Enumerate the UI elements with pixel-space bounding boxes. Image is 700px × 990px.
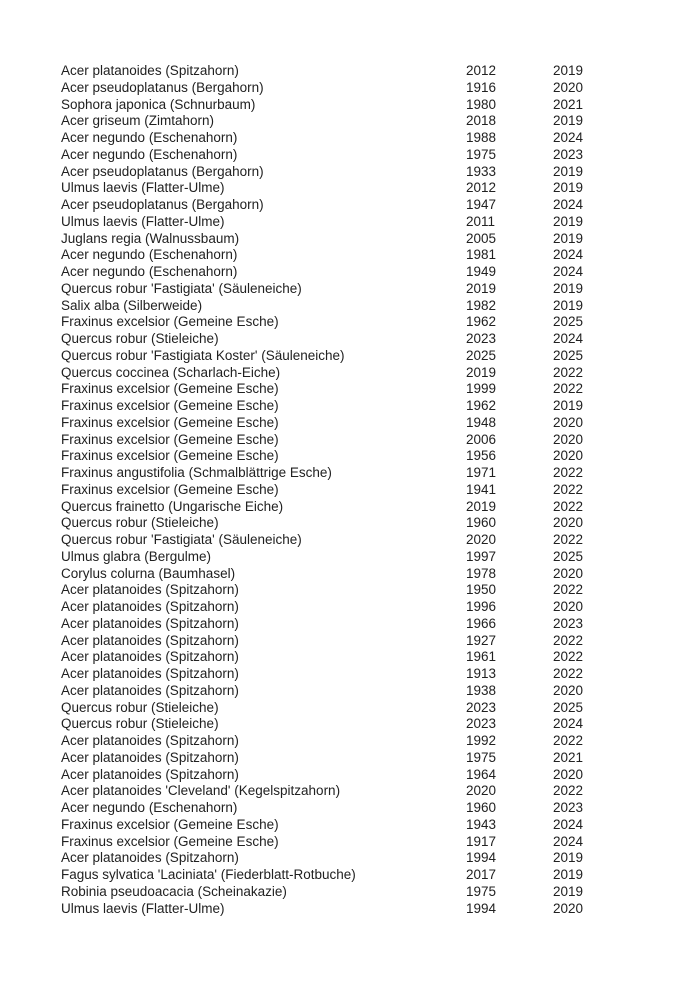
table-row [61,649,621,666]
table-row [61,532,621,549]
species-name-cell: Acer platanoides (Spitzahorn) [61,599,239,614]
species-name-cell: Acer negundo (Eschenahorn) [61,264,238,279]
year-a-cell: 1982 [466,297,497,313]
table-row [61,901,621,918]
year-b-cell: 2024 [553,816,584,832]
year-a-cell: 2019 [466,498,497,514]
table-row [61,415,621,432]
table-row [61,80,621,97]
year-b-cell: 2024 [553,833,584,849]
table-row [61,716,621,733]
year-a-cell: 2005 [466,230,497,246]
table-row [61,666,621,683]
year-b-cell: 2021 [553,749,584,765]
species-name-cell: Quercus frainetto (Ungarische Eiche) [61,498,284,514]
species-name-cell: Acer pseudoplatanus (Bergahorn) [61,79,264,95]
year-a-cell: 1956 [466,448,497,464]
year-b-cell: 2022 [553,649,584,665]
species-name-cell: Quercus robur (Stieleiche) [61,716,219,732]
table-row [61,633,621,650]
species-name-cell: Salix alba (Silberweide) [61,297,203,313]
table-row [61,214,621,231]
table-row [61,197,621,214]
table-row [61,783,621,800]
year-a-cell: 1948 [466,414,497,430]
year-a-cell: 1975 [466,883,497,899]
year-b-cell: 2022 [553,498,584,514]
year-a-cell: 2012 [466,180,497,196]
species-name-cell: Acer negundo (Eschenahorn) [61,800,238,815]
species-name-cell: Acer pseudoplatanus (Bergahorn) [61,163,264,179]
year-a-cell: 1943 [466,816,497,832]
species-name-cell: Fraxinus excelsior (Gemeine Esche) [61,481,279,497]
species-name-cell: Quercus robur (Stieleiche) [61,515,219,531]
year-b-cell: 2022 [553,666,584,681]
species-name-cell: Acer platanoides (Spitzahorn) [61,766,239,782]
table-row [61,348,621,365]
species-name-cell: Acer platanoides (Spitzahorn) [61,749,239,765]
species-name-cell: Quercus robur 'Fastigiata' (Säuleneiche) [61,280,302,296]
year-b-cell: 2019 [553,163,584,179]
year-b-cell: 2025 [553,347,584,363]
year-a-cell: 2012 [466,63,497,78]
year-a-cell: 2025 [466,347,497,363]
species-name-cell: Fraxinus excelsior (Gemeine Esche) [61,431,279,447]
year-a-cell: 1927 [466,632,497,648]
year-b-cell: 2022 [553,381,584,397]
species-name-cell: Fraxinus excelsior (Gemeine Esche) [61,398,279,413]
year-a-cell: 1949 [466,264,497,279]
species-name-cell: Acer pseudoplatanus (Bergahorn) [61,197,264,212]
table-row [61,566,621,583]
year-a-cell: 2011 [466,213,496,229]
species-name-cell: Ulmus laevis (Flatter-Ulme) [61,180,225,196]
table-row [61,147,621,164]
year-b-cell: 2019 [553,867,584,882]
species-name-cell: Acer griseum (Zimtahorn) [61,113,215,129]
year-a-cell: 1913 [466,666,497,681]
year-b-cell: 2020 [553,431,584,447]
species-name-cell: Juglans regia (Walnussbaum) [61,230,240,246]
year-b-cell: 2020 [553,448,584,464]
table-row [61,113,621,130]
year-a-cell: 1966 [466,615,497,631]
species-name-cell: Quercus robur 'Fastigiata' (Säuleneiche) [61,532,302,547]
year-a-cell: 1994 [466,900,497,916]
species-name-cell: Acer platanoides (Spitzahorn) [61,63,239,78]
year-b-cell: 2021 [553,96,584,112]
table-row [61,733,621,750]
table-row [61,398,621,415]
year-b-cell: 2024 [553,716,584,732]
species-name-cell: Acer negundo (Eschenahorn) [61,130,238,145]
year-a-cell: 1994 [466,850,497,866]
year-a-cell: 1980 [466,96,497,112]
species-name-cell: Fraxinus excelsior (Gemeine Esche) [61,833,279,849]
year-b-cell: 2019 [553,63,584,78]
year-b-cell: 2019 [553,398,584,413]
year-b-cell: 2025 [553,548,584,564]
species-name-cell: Robinia pseudoacacia (Scheinakazie) [61,883,287,899]
year-b-cell: 2024 [553,247,584,263]
table-row [61,499,621,516]
year-b-cell: 2020 [553,79,584,95]
year-b-cell: 2025 [553,314,584,330]
species-name-cell: Acer platanoides (Spitzahorn) [61,733,239,748]
year-a-cell: 1962 [466,314,497,330]
table-row [61,231,621,248]
year-b-cell: 2023 [553,146,584,162]
table-row [61,381,621,398]
year-b-cell: 2022 [553,481,584,497]
year-b-cell: 2025 [553,699,584,715]
species-name-cell: Quercus robur (Stieleiche) [61,699,219,715]
year-a-cell: 1941 [466,481,497,497]
species-name-cell: Ulmus glabra (Bergulme) [61,548,212,564]
table-row [61,465,621,482]
table-row [61,432,621,449]
species-name-cell: Ulmus laevis (Flatter-Ulme) [61,900,225,916]
year-b-cell: 2022 [553,465,584,480]
year-a-cell: 1962 [466,398,497,413]
year-a-cell: 2020 [466,532,497,547]
table-row [61,515,621,532]
species-name-cell: Ulmus laevis (Flatter-Ulme) [61,213,225,229]
year-a-cell: 1947 [466,197,497,212]
year-b-cell: 2019 [553,113,584,129]
species-name-cell: Acer platanoides (Spitzahorn) [61,649,239,665]
year-a-cell: 1975 [466,749,497,765]
year-b-cell: 2023 [553,800,584,815]
table-row [61,582,621,599]
year-b-cell: 2023 [553,615,584,631]
year-b-cell: 2020 [553,414,584,430]
year-a-cell: 2018 [466,113,497,129]
year-b-cell: 2020 [553,682,584,698]
species-name-cell: Acer platanoides (Spitzahorn) [61,850,239,866]
species-name-cell: Acer platanoides (Spitzahorn) [61,666,239,681]
year-b-cell: 2020 [553,565,584,581]
year-b-cell: 2022 [553,632,584,648]
table-row [61,884,621,901]
year-a-cell: 1964 [466,766,497,782]
year-a-cell: 2020 [466,783,497,799]
table-row [61,800,621,817]
table-row [61,331,621,348]
year-a-cell: 1997 [466,548,497,564]
species-name-cell: Acer platanoides (Spitzahorn) [61,615,239,631]
year-b-cell: 2024 [553,264,584,279]
year-b-cell: 2019 [553,230,584,246]
year-a-cell: 1971 [466,465,497,480]
species-name-cell: Fraxinus excelsior (Gemeine Esche) [61,816,279,832]
table-row [61,817,621,834]
table-row [61,599,621,616]
table-row [61,850,621,867]
year-b-cell: 2019 [553,883,584,899]
species-name-cell: Quercus robur 'Fastigiata Koster' (Säuleneiche) [61,347,345,363]
year-a-cell: 1960 [466,515,497,531]
table-row [61,616,621,633]
year-a-cell: 1981 [466,247,497,263]
table-row [61,164,621,181]
table-row [61,867,621,884]
species-name-cell: Fagus sylvatica 'Laciniata' (Fiederblatt-Rotbuche) [61,867,356,882]
year-b-cell: 2019 [553,280,584,296]
year-a-cell: 1996 [466,599,497,614]
table-row [61,767,621,784]
table-row [61,834,621,851]
species-name-cell: Fraxinus excelsior (Gemeine Esche) [61,314,279,330]
year-a-cell: 1975 [466,146,497,162]
species-name-cell: Acer platanoides (Spitzahorn) [61,582,239,598]
year-b-cell: 2022 [553,783,584,799]
species-name-cell: Acer platanoides (Spitzahorn) [61,682,239,698]
table-row [61,130,621,147]
table-row [61,180,621,197]
table-row [61,281,621,298]
year-a-cell: 1933 [466,163,497,179]
year-b-cell: 2019 [553,297,584,313]
species-name-cell: Fraxinus excelsior (Gemeine Esche) [61,381,279,397]
year-b-cell: 2020 [553,900,584,916]
table-row [61,314,621,331]
year-b-cell: 2020 [553,766,584,782]
table-row [61,247,621,264]
year-a-cell: 1916 [466,79,497,95]
year-a-cell: 2023 [466,331,497,346]
year-b-cell: 2019 [553,850,584,866]
table-row [61,700,621,717]
year-b-cell: 2022 [553,582,584,598]
species-name-cell: Sophora japonica (Schnurbaum) [61,96,256,112]
year-b-cell: 2024 [553,130,584,145]
species-name-cell: Acer negundo (Eschenahorn) [61,146,238,162]
species-name-cell: Acer platanoides (Spitzahorn) [61,632,239,648]
year-a-cell: 1988 [466,130,497,145]
year-a-cell: 1950 [466,582,497,598]
year-b-cell: 2019 [553,213,584,229]
year-a-cell: 2017 [466,867,497,882]
year-a-cell: 2023 [466,699,497,715]
year-b-cell: 2020 [553,599,584,614]
year-b-cell: 2024 [553,197,584,212]
table-row [61,264,621,281]
year-b-cell: 2022 [553,733,584,748]
year-a-cell: 2023 [466,716,497,732]
year-b-cell: 2024 [553,331,584,346]
table-row [61,365,621,382]
year-a-cell: 2019 [466,364,497,380]
table-row [61,97,621,114]
species-name-cell: Acer platanoides 'Cleveland' (Kegelspitzahorn) [61,783,341,799]
species-name-cell: Quercus coccinea (Scharlach-Eiche) [61,364,281,380]
table-row [61,448,621,465]
year-b-cell: 2022 [553,532,584,547]
table-row [61,750,621,767]
year-a-cell: 2019 [466,280,497,296]
species-name-cell: Fraxinus angustifolia (Schmalblättrige Esche) [61,465,332,480]
year-a-cell: 1960 [466,800,497,815]
year-a-cell: 1978 [466,565,497,581]
species-name-cell: Fraxinus excelsior (Gemeine Esche) [61,448,279,464]
table-row [61,549,621,566]
table-row [61,683,621,700]
year-a-cell: 1999 [466,381,497,397]
species-name-cell: Fraxinus excelsior (Gemeine Esche) [61,414,279,430]
year-a-cell: 1938 [466,682,497,698]
year-a-cell: 1992 [466,733,497,748]
species-name-cell: Quercus robur (Stieleiche) [61,331,219,346]
table-row [61,63,621,80]
table-row [61,298,621,315]
year-a-cell: 2006 [466,431,497,447]
species-name-cell: Acer negundo (Eschenahorn) [61,247,238,263]
year-b-cell: 2019 [553,180,584,196]
year-b-cell: 2020 [553,515,584,531]
year-a-cell: 1917 [466,833,497,849]
year-b-cell: 2022 [553,364,584,380]
species-name-cell: Corylus colurna (Baumhasel) [61,565,236,581]
year-a-cell: 1961 [466,649,497,665]
table-row [61,482,621,499]
tree-table [61,63,621,917]
